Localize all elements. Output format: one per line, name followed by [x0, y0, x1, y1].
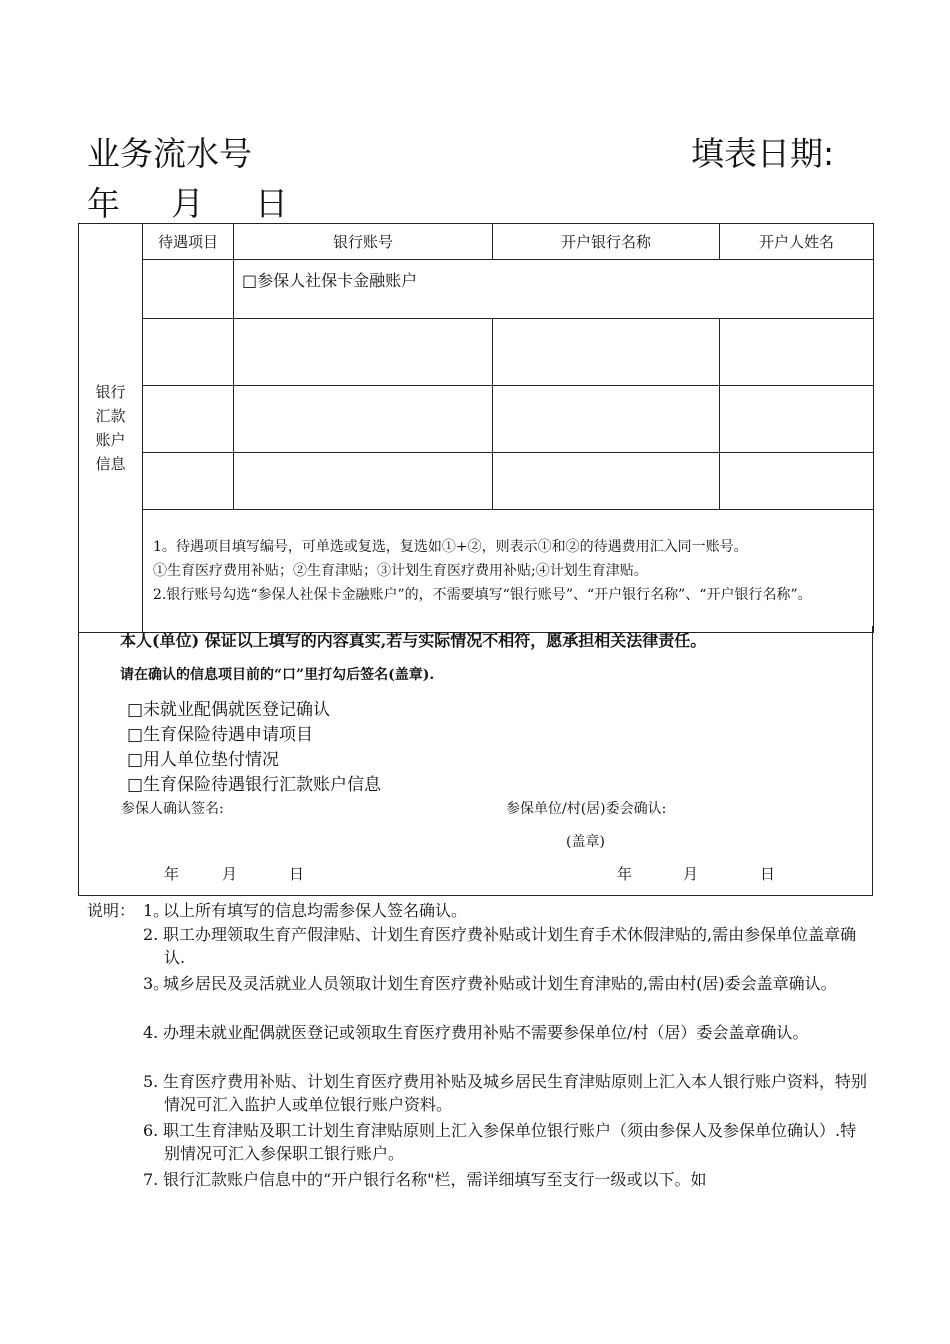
year-label: 年 — [87, 184, 120, 223]
item-number: 3。 — [143, 974, 170, 993]
benefit-item-cell[interactable] — [143, 453, 234, 510]
unit-date-month: 月 — [683, 865, 699, 883]
insured-date-year: 年 — [164, 865, 180, 883]
bank-name-cell[interactable] — [493, 386, 720, 453]
note-line: ①生育医疗费用补贴；②生育津贴；③计划生育医疗费用补贴;④计划生育津贴。 — [153, 563, 648, 579]
unit-confirmation-label: 参保单位/村(居)委会确认: — [506, 801, 667, 817]
insured-date-day: 日 — [289, 865, 305, 883]
explanation-item — [143, 972, 867, 995]
unit-date-year: 年 — [617, 865, 633, 883]
item-number: 6. — [143, 1121, 159, 1140]
benefit-item-cell[interactable] — [143, 319, 234, 386]
explanation-item — [143, 1021, 867, 1044]
explanation-item — [143, 1070, 867, 1116]
month-label: 月 — [171, 184, 204, 223]
serial-number-label: 业务流水号 — [87, 134, 252, 173]
item-number: 1。 — [143, 901, 170, 920]
note-line: 2.银行账号勾选“参保人社保卡金融账户”的，不需要填写“银行账号”、“开户银行名称”、“开户银行名称”。 — [153, 587, 812, 603]
item-text: 职工办理领取生育产假津贴、计划生育医疗费补贴或计划生育手术休假津贴的,需由参保单位盖章确认. — [163, 925, 857, 967]
item-text: 以上所有填写的信息均需参保人签名确认。 — [163, 901, 468, 920]
checkbox-bank-account-info[interactable]: □生育保险待遇银行汇款账户信息 — [127, 775, 382, 795]
account-holder-cell[interactable] — [720, 386, 874, 453]
note-line: 1。待遇项目填写编号，可单选或复选，复选如①+②，则表示①和②的待遇费用汇入同一账号。 — [153, 539, 748, 555]
item-text: 银行汇款账户信息中的“开户银行名称"栏，需详细填写至支行一级或以下。如 — [163, 1170, 707, 1189]
confirmation-title: 本人(单位) 保证以上填写的内容真实,若与实际情况不相符，愿承担相关法律责任。 — [120, 631, 707, 650]
bank-table-notes — [143, 510, 874, 633]
item-text: 职工生育津贴及职工计划生育津贴原则上汇入参保单位银行账户（须由参保人及参保单位确认）.特别情况可汇入参保职工银行账户。 — [163, 1121, 857, 1163]
bank-name-cell[interactable] — [493, 453, 720, 510]
side-label-line: 信息 — [95, 455, 126, 473]
explanation-head: 说明： — [87, 901, 136, 920]
item-number: 4. — [143, 1023, 159, 1042]
item-text: 生育医疗费用补贴、计划生育医疗费用补贴及城乡居民生育津贴原则上汇入本人银行账户资料，特别情况可汇入监护人或单位银行账户资料。 — [163, 1072, 868, 1114]
bank-account-cell[interactable] — [234, 386, 493, 453]
benefit-item-cell[interactable] — [143, 386, 234, 453]
benefit-item-cell[interactable] — [143, 260, 234, 319]
col-bank-account: 银行账号 — [234, 224, 493, 260]
checkbox-unemployed-spouse[interactable]: □未就业配偶就医登记确认 — [127, 700, 331, 720]
side-label-line: 银行 — [95, 383, 126, 401]
confirmation-instruction: 请在确认的信息项目前的“口”里打勾后签名(盖章). — [120, 667, 435, 683]
bank-info-side-label — [79, 224, 143, 633]
side-label-line: 汇款 — [95, 407, 126, 425]
explanation-item — [143, 1119, 867, 1165]
bank-account-table — [78, 223, 874, 633]
bank-account-cell[interactable] — [234, 319, 493, 386]
bank-name-cell[interactable] — [493, 319, 720, 386]
insured-signature-label: 参保人确认签名: — [121, 801, 224, 817]
day-label: 日 — [255, 184, 288, 223]
explanation-item — [143, 1168, 867, 1191]
item-number: 5. — [143, 1072, 159, 1091]
insured-date-month: 月 — [222, 865, 238, 883]
item-number: 2. — [143, 925, 159, 944]
fill-date-label: 填表日期: — [691, 134, 835, 173]
col-bank-name: 开户银行名称 — [493, 224, 720, 260]
sscard-account-checkbox[interactable]: □参保人社保卡金融账户 — [234, 260, 874, 319]
seal-label: (盖章) — [566, 834, 605, 850]
explanation-item — [143, 899, 867, 922]
fill-date-ymd — [87, 178, 288, 225]
confirmation-section — [78, 626, 873, 896]
account-holder-cell[interactable] — [720, 319, 874, 386]
item-text: 办理未就业配偶就医登记或领取生育医疗费用补贴不需要参保单位/村（居）委会盖章确认。 — [163, 1023, 809, 1042]
bank-account-cell[interactable] — [234, 453, 493, 510]
unit-date-day: 日 — [760, 865, 776, 883]
side-label-line: 账户 — [95, 431, 126, 449]
explanation-item — [143, 923, 867, 969]
account-holder-cell[interactable] — [720, 453, 874, 510]
col-account-holder: 开户人姓名 — [720, 224, 874, 260]
col-benefit-item: 待遇项目 — [143, 224, 234, 260]
checkbox-employer-advance[interactable]: □用人单位垫付情况 — [127, 750, 280, 770]
checkbox-maternity-application[interactable]: □生育保险待遇申请项目 — [127, 725, 314, 745]
item-number: 7. — [143, 1170, 159, 1189]
item-text: 城乡居民及灵活就业人员领取计划生育医疗费补贴或计划生育津贴的,需由村(居)委会盖章确认。 — [163, 974, 837, 993]
